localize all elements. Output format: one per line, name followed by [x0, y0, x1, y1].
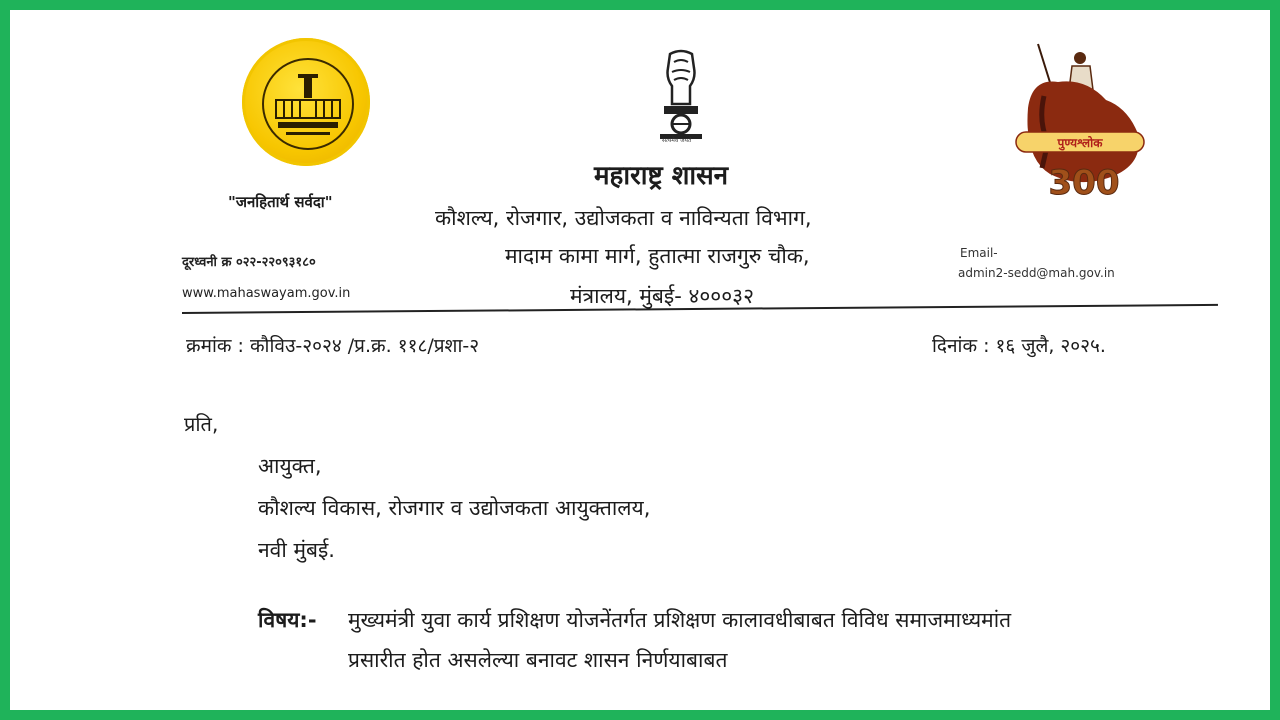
email-address[interactable]: admin2-sedd@mah.gov.in [958, 266, 1115, 280]
seal-motto: "जनहितार्थ सर्वदा" [228, 193, 333, 211]
phone-number: दूरध्वनी क्र ०२२-२२०९३१८० [182, 255, 316, 270]
building-icon [264, 60, 352, 148]
svg-text:300: 300 [1048, 163, 1120, 203]
ashoka-emblem-icon [650, 48, 712, 144]
email-label: Email- [960, 246, 998, 260]
subject-label: विषय:- [258, 608, 317, 632]
department-line-2: मादाम कामा मार्ग, हुतात्मा राजगुरु चौक, [505, 244, 810, 268]
recipient-prefix: प्रति, [184, 412, 219, 436]
svg-text:पुण्यश्लोक: पुण्यश्लोक [1057, 136, 1103, 150]
anniversary-logo [998, 38, 1158, 203]
recipient-line-3: नवी मुंबई. [258, 538, 335, 562]
maharashtra-seal-logo [242, 38, 370, 166]
recipient-line-1: आयुक्त, [258, 454, 322, 478]
department-line-3: मंत्रालय, मुंबई- ४०००३२ [570, 284, 754, 308]
recipient-line-2: कौशल्य विकास, रोजगार व उद्योजकता आयुक्तालय, [258, 496, 651, 520]
subject-line-2: प्रसारीत होत असलेल्या बनावट शासन निर्णयाबाबत [348, 648, 728, 672]
reference-number: क्रमांक : कौविउ-२०२४ /प्र.क्र. ११८/प्रशा-२ [186, 335, 480, 357]
department-line-1: कौशल्य, रोजगार, उद्योजकता व नाविन्यता विभाग, [435, 206, 812, 230]
letter-page [10, 10, 1270, 710]
subject-line-1: मुख्यमंत्री युवा कार्य प्रशिक्षण योजनेंतर्गत प्रशिक्षण कालावधीबाबत विविध समाजमाध्यमांत [348, 608, 1012, 632]
emblem-caption: सत्यमेव जयते [662, 137, 692, 144]
letter-date: दिनांक : १६ जुलै, २०२५. [932, 335, 1106, 357]
website-link[interactable]: www.mahaswayam.gov.in [182, 286, 351, 301]
government-title: महाराष्ट्र शासन [594, 161, 729, 191]
